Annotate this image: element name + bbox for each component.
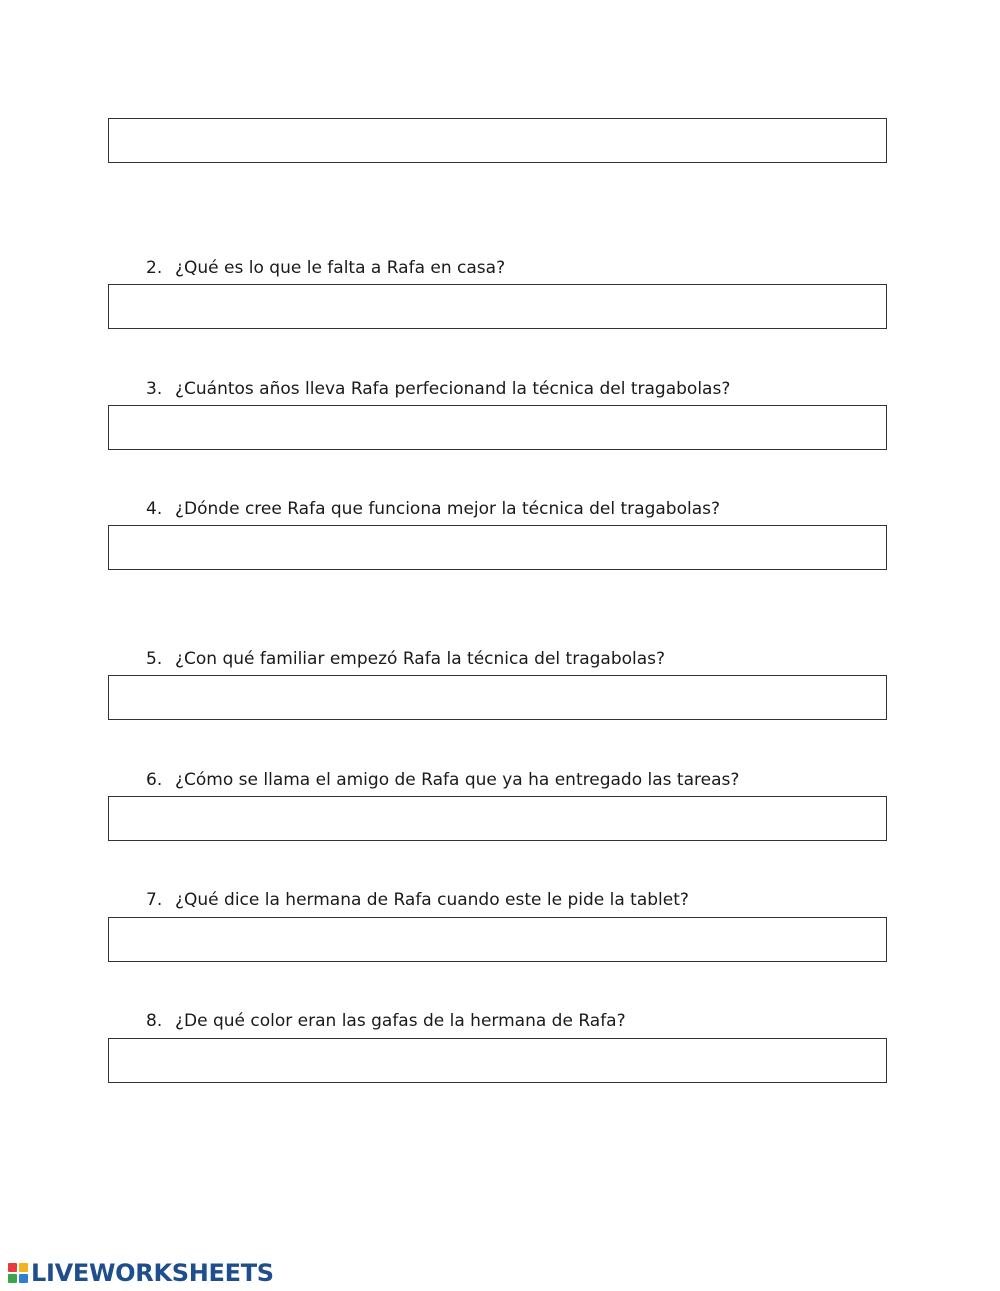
question-text: ¿Con qué familiar empezó Rafa la técnica del tragabolas? [175, 649, 666, 669]
answer-box-4[interactable] [108, 525, 887, 570]
answer-box-6[interactable] [108, 796, 887, 841]
question-number: 6. [146, 770, 163, 790]
answer-box-3[interactable] [108, 405, 887, 450]
question-text: ¿Cuántos años lleva Rafa perfecionand la técnica del tragabolas? [175, 379, 731, 399]
logo-text: LIVEWORKSHEETS [31, 1259, 274, 1287]
logo-tile [8, 1263, 17, 1272]
question-8 [146, 1011, 626, 1031]
question-3 [146, 379, 730, 399]
liveworksheets-logo [8, 1258, 274, 1288]
question-text: ¿Cómo se llama el amigo de Rafa que ya ha entregado las tareas? [175, 770, 740, 790]
question-text: ¿Dónde cree Rafa que funciona mejor la técnica del tragabolas? [175, 499, 721, 519]
question-number: 4. [146, 499, 163, 519]
question-text: ¿Qué dice la hermana de Rafa cuando este le pide la tablet? [175, 890, 689, 910]
question-number: 8. [146, 1011, 163, 1031]
question-number: 7. [146, 890, 163, 910]
question-text: ¿De qué color eran las gafas de la hermana de Rafa? [175, 1011, 626, 1031]
question-2 [146, 258, 505, 278]
answer-box-5[interactable] [108, 675, 887, 720]
question-number: 5. [146, 649, 163, 669]
answer-box-1[interactable] [108, 118, 887, 163]
question-4 [146, 499, 720, 519]
answer-box-2[interactable] [108, 284, 887, 329]
question-6 [146, 770, 739, 790]
answer-box-7[interactable] [108, 917, 887, 962]
question-number: 2. [146, 258, 163, 278]
question-text: ¿Qué es lo que le falta a Rafa en casa? [175, 258, 506, 278]
question-number: 3. [146, 379, 163, 399]
question-5 [146, 649, 665, 669]
logo-tiles-icon [8, 1263, 28, 1283]
logo-tile [19, 1263, 28, 1272]
answer-box-8[interactable] [108, 1038, 887, 1083]
question-7 [146, 890, 689, 910]
logo-tile [19, 1274, 28, 1283]
logo-tile [8, 1274, 17, 1283]
